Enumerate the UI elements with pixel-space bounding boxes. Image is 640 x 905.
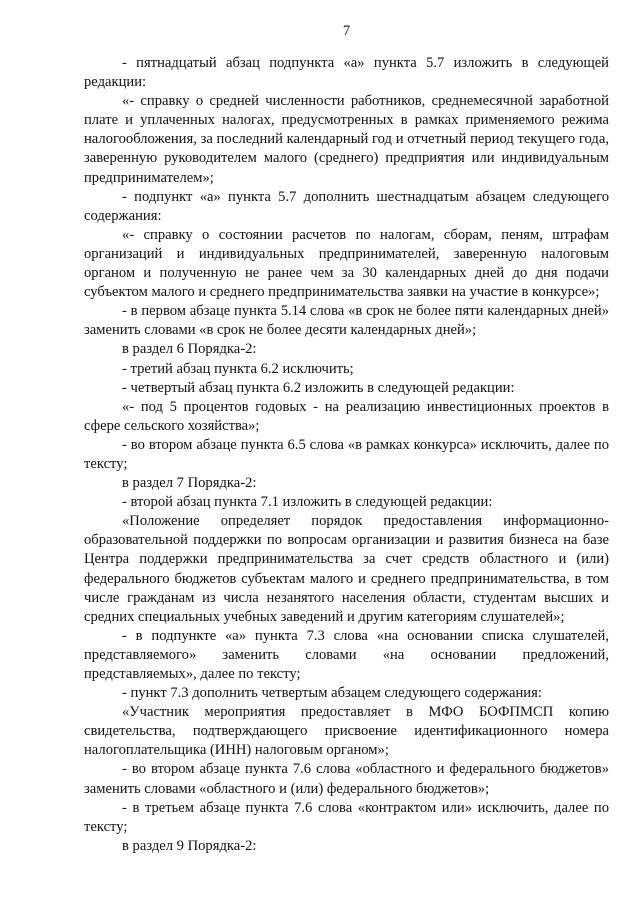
paragraph: - во втором абзаце пункта 6.5 слова «в рамках конкурса» исключить, далее по тексту; <box>84 436 609 472</box>
paragraph: - в третьем абзаце пункта 7.6 слова «контрактом или» исключить, далее по тексту; <box>84 799 609 835</box>
paragraph: - пункт 7.3 дополнить четвертым абзацем следующего содержания: <box>122 685 542 702</box>
paragraph: - подпункт «а» пункта 5.7 дополнить шестнадцатым абзацем следующего содержания: <box>84 188 609 224</box>
paragraph: - четвертый абзац пункта 6.2 изложить в следующей редакции: <box>122 379 515 396</box>
paragraph: - в подпункте «а» пункта 7.3 слова «на основании списка слушателей, представляемого» заменить словами «на основании предложений, представляемых», далее по тексту; <box>84 627 609 682</box>
document-body <box>84 54 609 856</box>
paragraph: в раздел 6 Порядка-2: <box>122 341 257 358</box>
paragraph: «- справку о средней численности работников, среднемесячной заработной плате и уплаченных налогах, предусмотренных в рамках применяемого режима налогообложения, за последний календарный год и отчетный период текущего года, заверенную руководителем малого (среднего) предприятия или индивидуальным предпринимателем»; <box>84 93 609 186</box>
paragraph: «Положение определяет порядок предоставления информационно-образовательной поддержки по вопросам организации и развития бизнеса на базе Центра поддержки предпринимательства за счет средств областного и (или) федерального бюджетов субъектам малого и среднего предпринимательства, в том числе гражданам из числа незанятого населения области, студентам высших и средних специальных учебных заведений и другим категориям слушателей»; <box>84 513 609 625</box>
paragraph: - второй абзац пункта 7.1 изложить в следующей редакции: <box>122 494 493 511</box>
paragraph: - в первом абзаце пункта 5.14 слова «в срок не более пяти календарных дней» заменить словами «в срок не более десяти календарных дней»; <box>84 303 609 339</box>
paragraph: - во втором абзаце пункта 7.6 слова «областного и федерального бюджетов» заменить словами «областного и (или) федерального бюджетов»; <box>84 761 609 797</box>
paragraph: - третий абзац пункта 6.2 исключить; <box>122 360 354 377</box>
paragraph: «Участник мероприятия предоставляет в МФО БОФПМСП копию свидетельства, подтверждающего присвоение идентификационного номера налогоплательщика (ИНН) налоговым органом»; <box>84 704 609 759</box>
paragraph: «- под 5 процентов годовых - на реализацию инвестиционных проектов в сфере сельского хозяйства»; <box>84 398 609 434</box>
page-number: 7 <box>342 23 351 39</box>
paragraph: «- справку о состоянии расчетов по налогам, сборам, пеням, штрафам организаций и индивидуальных предпринимателей, заверенную налоговым органом и полученную не ранее чем за 30 календарных дней до дня подачи субъектом малого и среднего предпринимательства заявки на участие в конкурсе»; <box>84 226 609 301</box>
paragraph: в раздел 7 Порядка-2: <box>122 475 257 492</box>
paragraph: в раздел 9 Порядка-2: <box>122 837 257 854</box>
paragraph: - пятнадцатый абзац подпункта «а» пункта 5.7 изложить в следующей редакции: <box>84 55 609 91</box>
